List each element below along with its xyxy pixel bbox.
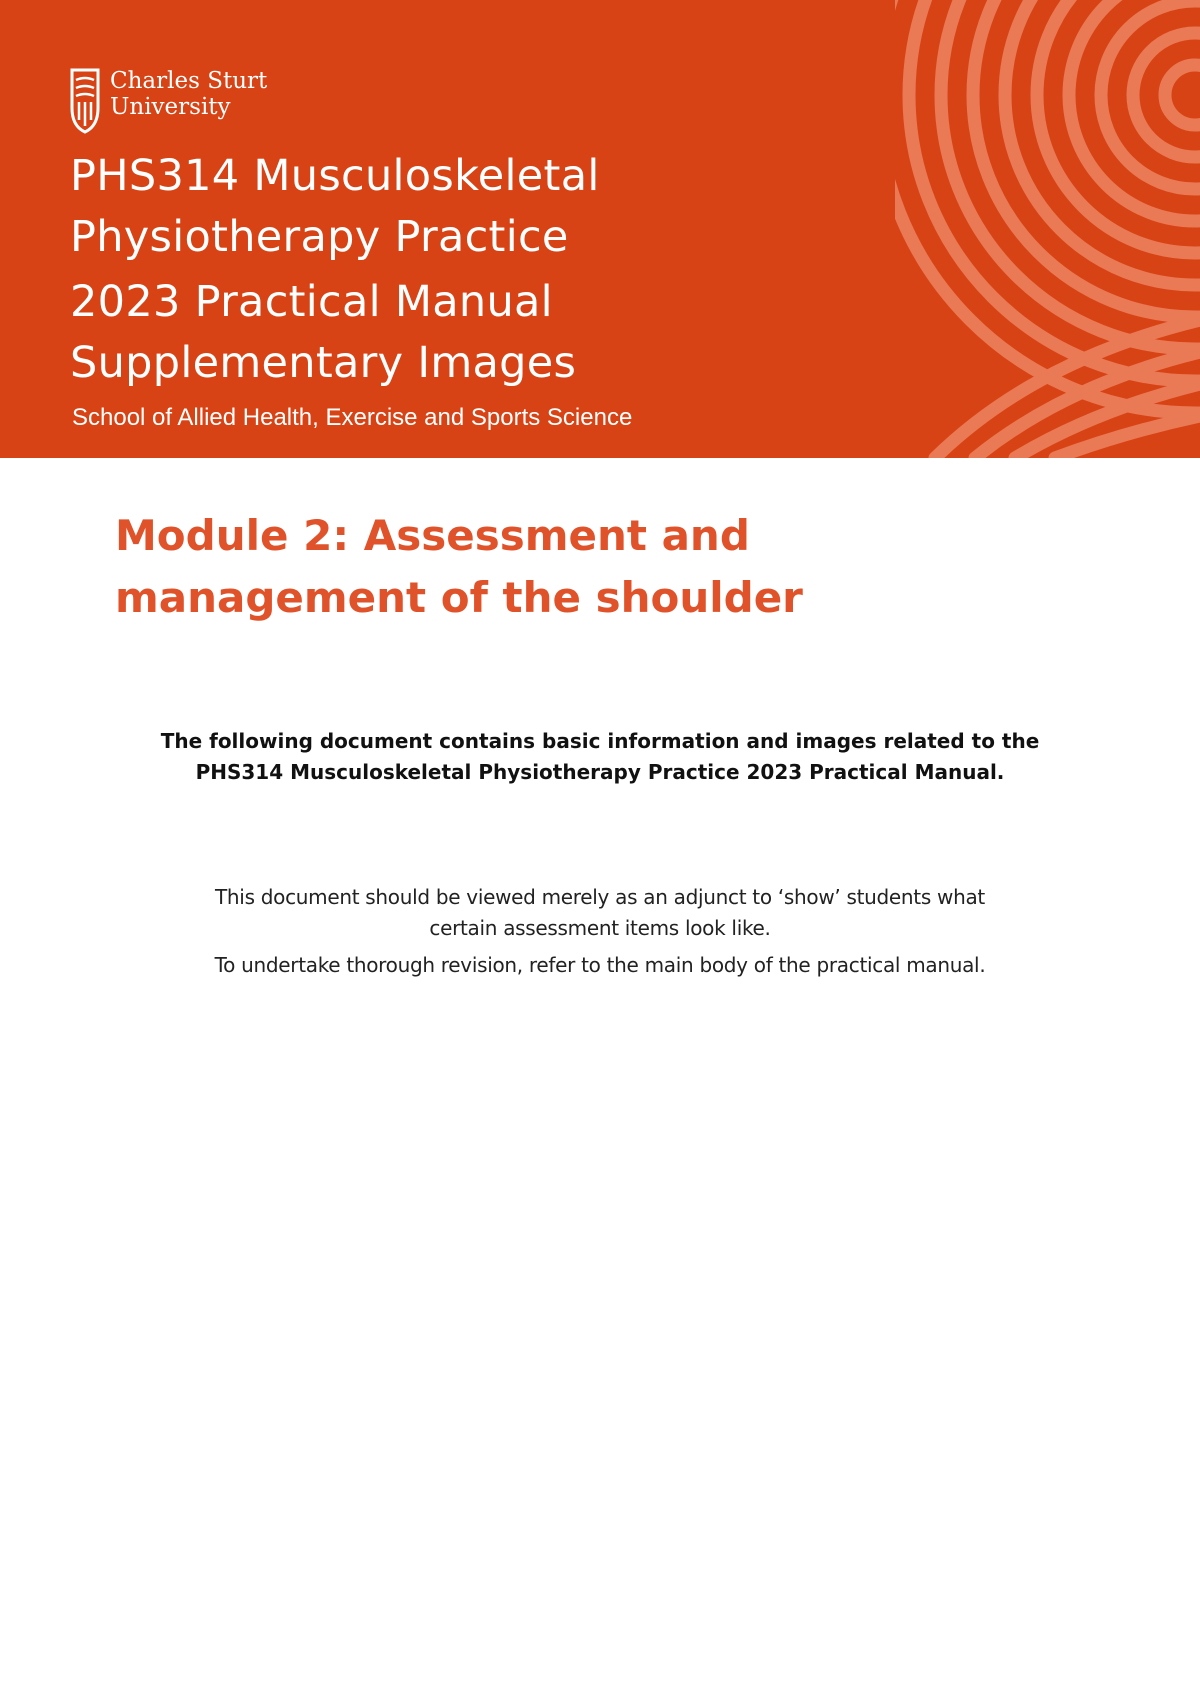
decorative-pattern bbox=[895, 0, 1200, 458]
title-line: PHS314 Musculoskeletal bbox=[70, 151, 600, 201]
intro-line: PHS314 Musculoskeletal Physiotherapy Practice 2023 Practical Manual. bbox=[195, 760, 1005, 784]
document-title bbox=[70, 272, 890, 394]
adjunct-note bbox=[90, 882, 1110, 944]
note-line: certain assessment items look like. bbox=[429, 916, 771, 940]
title-line: 2023 Practical Manual bbox=[70, 277, 553, 327]
intro-paragraph bbox=[100, 726, 1100, 788]
school-name: School of Allied Health, Exercise and Sports Science bbox=[72, 404, 633, 431]
title-line: Physiotherapy Practice bbox=[70, 212, 569, 262]
header-banner bbox=[0, 0, 1200, 458]
intro-line: The following document contains basic information and images related to the bbox=[160, 729, 1040, 753]
title-line: Supplementary Images bbox=[70, 338, 577, 388]
university-logo bbox=[70, 68, 267, 134]
logo-text-line1: Charles Sturt bbox=[110, 68, 268, 94]
module-heading bbox=[115, 505, 1015, 629]
crest-shield-icon bbox=[70, 68, 100, 134]
module-heading-line: Module 2: Assessment and bbox=[115, 511, 750, 560]
logo-text-line2: University bbox=[110, 94, 231, 120]
course-title bbox=[70, 146, 890, 268]
module-heading-line: management of the shoulder bbox=[115, 573, 803, 622]
note-line: This document should be viewed merely as an adjunct to ‘show’ students what bbox=[215, 885, 985, 909]
revision-note: To undertake thorough revision, refer to the main body of the practical manual. bbox=[214, 953, 986, 977]
